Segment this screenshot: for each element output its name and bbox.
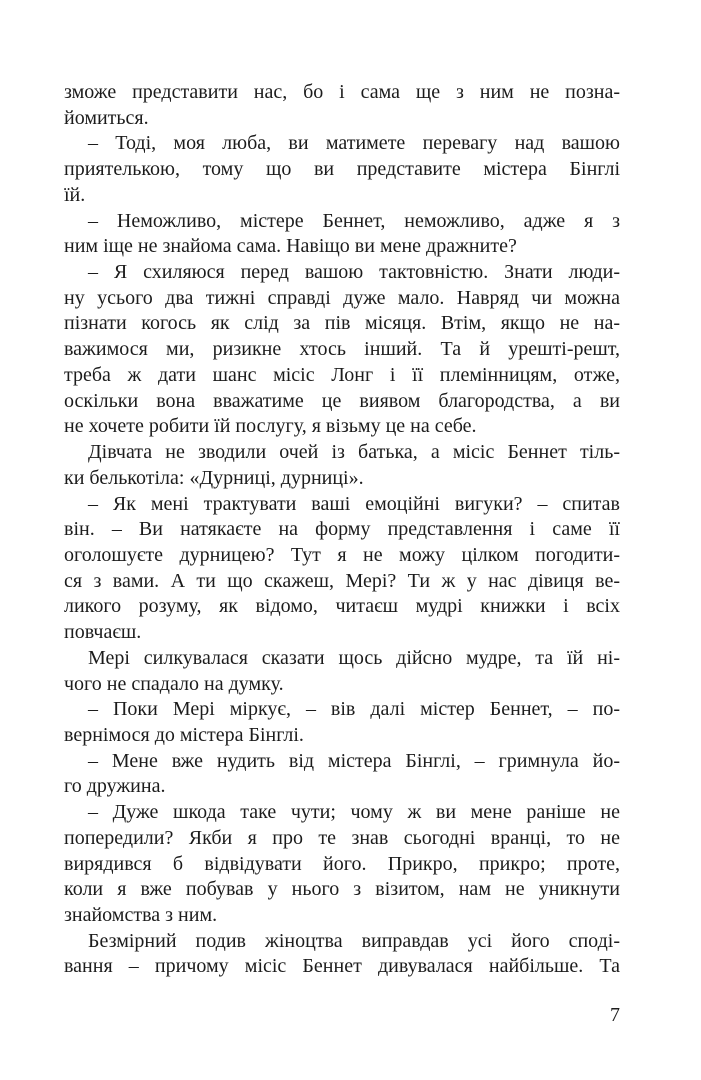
text-line: ки белькотіла: «Дурниці, дурниці». [64,466,364,489]
text-line: чого не спадало на думку. [64,672,284,695]
text-line: го дружина. [64,775,166,798]
text-line: їй. [64,183,86,206]
text-line: знайомства з ним. [64,904,218,926]
text-line: не хочете робити їй послугу, я візьму це на себе. [64,415,477,438]
text-line: ликого розуму, як відомо, читаєш мудрі книжки і всіх [64,595,620,618]
text-line: попередили? Якби я про те знав сьогодні вранці, то не [64,826,620,849]
text-line: – Дуже шкода таке чути; чому ж ви мене раніше не [88,801,620,824]
text-line: – Я схиляюся перед вашою тактовністю. Знати люди- [88,261,620,284]
text-line: вирядився б відвідувати його. Прикро, прикро; проте, [64,852,620,875]
text-line: оскільки вона вважатиме це виявом благородства, а ви [64,389,620,412]
text-line: Дівчата не зводили очей із батька, а місіс Беннет тіль- [88,441,620,464]
text-line: – Мене вже нудить від містера Бінглі, – гримнула йо- [88,749,620,772]
text-line: Безмірний подив жіноцтва виправдав усі його споді- [88,929,620,952]
text-line: ся з вами. А ти що скажеш, Мері? Ти ж у нас дівиця ве- [64,569,620,592]
text-line: – Неможливо, містере Беннет, неможливо, адже я з [88,209,620,232]
text-line: важимося ми, ризикне хтось інший. Та й урешті-решт, [64,338,620,361]
text-line: вернімося до містера Бінглі. [64,723,304,746]
text-line: Мері силкувалася сказати щось дійсно мудре, та їй ні- [88,646,620,669]
text-line: оголошуєте дурницею? Тут я не можу цілком погодити- [64,543,620,566]
page-number: 7 [610,1004,620,1026]
text-line: вання – причому місіс Беннет дивувалася найбільше. Та [64,955,620,978]
text-line: коли я вже побував у нього з візитом, нам не уникнути [64,878,620,901]
text-line: треба ж дати шанс місіс Лонг і її племінницям, отже, [64,363,620,386]
text-line: повчаєш. [64,621,142,644]
text-line: ну усього два тижні справді дуже мало. Навряд чи можна [64,286,620,309]
text-line: – Як мені трактувати ваші емоційні вигуки? – спитав [88,492,620,515]
text-line: він. – Ви натякаєте на форму представлення і саме її [64,518,620,541]
text-block [64,80,620,980]
text-line: ним іще не знайома сама. Навіщо ви мене дражните? [64,235,517,258]
text-line: пізнати когось як слід за пів місяця. Втім, якщо не на- [64,312,620,335]
text-line: зможе представити нас, бо і сама ще з ним не позна- [64,81,620,103]
text-line: йомиться. [64,106,149,129]
text-line: – Поки Мері міркує, – вів далі містер Беннет, – по- [88,698,620,721]
text-line: – Тоді, моя люба, ви матимете перевагу над вашою [88,132,620,155]
text-line: приятелькою, тому що ви представите містера Бінглі [64,158,620,181]
